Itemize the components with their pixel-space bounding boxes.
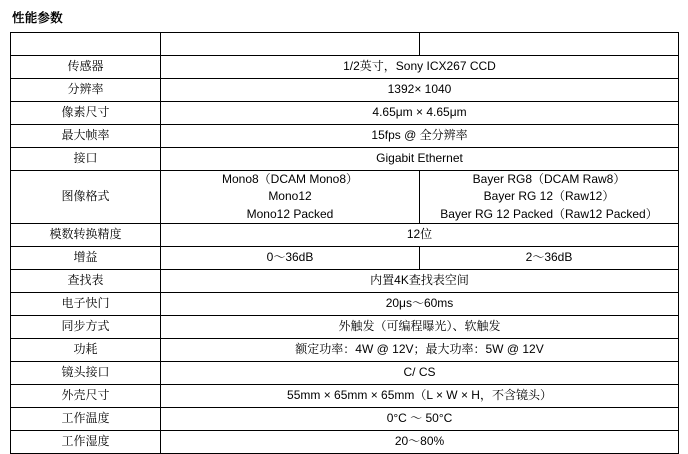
row-value-power-consumption: 额定功率：4W @ 12V；最大功率：5W @ 12V: [161, 339, 679, 362]
row-value-resolution: 1392× 1040: [161, 79, 679, 102]
table-row: [11, 79, 679, 102]
row-label-sensor: 传感器: [11, 56, 161, 79]
row-label-operating-humidity: 工作湿度: [11, 431, 161, 454]
image-format-bayer-line-1: Bayer RG8（DCAM Raw8）: [472, 172, 626, 186]
row-value-gain-gc: 2～36dB: [420, 247, 679, 270]
row-value-lens-mount: C/ CS: [161, 362, 679, 385]
row-label-image-format: 图像格式: [11, 171, 161, 224]
row-label-sync-mode: 同步方式: [11, 316, 161, 339]
image-format-mono-line-1: Mono8（DCAM Mono8）: [221, 172, 359, 186]
row-value-image-format-gc: [420, 171, 679, 224]
row-label-lens-mount: 镜头接口: [11, 362, 161, 385]
row-label-electronic-shutter: 电子快门: [11, 293, 161, 316]
row-value-adc-precision: 12位: [161, 224, 679, 247]
table-row: [11, 431, 679, 454]
row-value-sync-mode: 外触发（可编程曝光）、软触发: [161, 316, 679, 339]
row-value-gain-gm: 0～36dB: [161, 247, 420, 270]
column-header-model-gc: DH-SV1421GC: [420, 33, 679, 56]
row-value-pixel-size: 4.65μm × 4.65μm: [161, 102, 679, 125]
row-label-max-frame-rate: 最大帧率: [11, 125, 161, 148]
row-label-pixel-size: 像素尺寸: [11, 102, 161, 125]
row-value-operating-temperature: 0°C ～ 50°C: [161, 408, 679, 431]
table-row: [11, 171, 679, 224]
image-format-mono-line-3: Mono12 Packed: [246, 206, 334, 221]
table-row: [11, 339, 679, 362]
column-header-spec: 规格: [11, 33, 161, 56]
row-value-operating-humidity: 20～80%: [161, 431, 679, 454]
table-row: [11, 102, 679, 125]
table-row: [11, 316, 679, 339]
table-row: [11, 385, 679, 408]
row-value-lookup-table: 内置4K查找表空间: [161, 270, 679, 293]
page-title: 性能参数: [12, 11, 63, 25]
image-format-mono-line-2: Mono12: [268, 189, 312, 204]
row-label-lookup-table: 查找表: [11, 270, 161, 293]
row-label-resolution: 分辨率: [11, 79, 161, 102]
row-value-electronic-shutter: 20μs～60ms: [161, 293, 679, 316]
image-format-bayer-line-2: Bayer RG 12（Raw12）: [483, 189, 615, 204]
row-label-power-consumption: 功耗: [11, 339, 161, 362]
table-header-row: [11, 33, 679, 56]
row-label-operating-temperature: 工作温度: [11, 408, 161, 431]
row-value-image-format-gm: [161, 171, 420, 224]
table-row: [11, 56, 679, 79]
row-value-interface: Gigabit Ethernet: [161, 148, 679, 171]
table-row: [11, 408, 679, 431]
row-label-gain: 增益: [11, 247, 161, 270]
table-row: [11, 148, 679, 171]
row-value-sensor: 1/2英寸，Sony ICX267 CCD: [161, 56, 679, 79]
row-value-max-frame-rate: 15fps @ 全分辨率: [161, 125, 679, 148]
row-label-interface: 接口: [11, 148, 161, 171]
row-label-housing-dimensions: 外壳尺寸: [11, 385, 161, 408]
column-header-model-gm: DH-SV1421GM: [161, 33, 420, 56]
row-label-adc-precision: 模数转换精度: [11, 224, 161, 247]
table-row: [11, 270, 679, 293]
table-row: [11, 224, 679, 247]
table-row: [11, 247, 679, 270]
image-format-bayer-line-3: Bayer RG 12 Packed（Raw12 Packed）: [440, 206, 658, 221]
table-row: [11, 362, 679, 385]
table-row: [11, 125, 679, 148]
table-row: [11, 293, 679, 316]
specifications-table: [10, 32, 679, 454]
row-value-housing-dimensions: 55mm × 65mm × 65mm（L × W × H，不含镜头）: [161, 385, 679, 408]
